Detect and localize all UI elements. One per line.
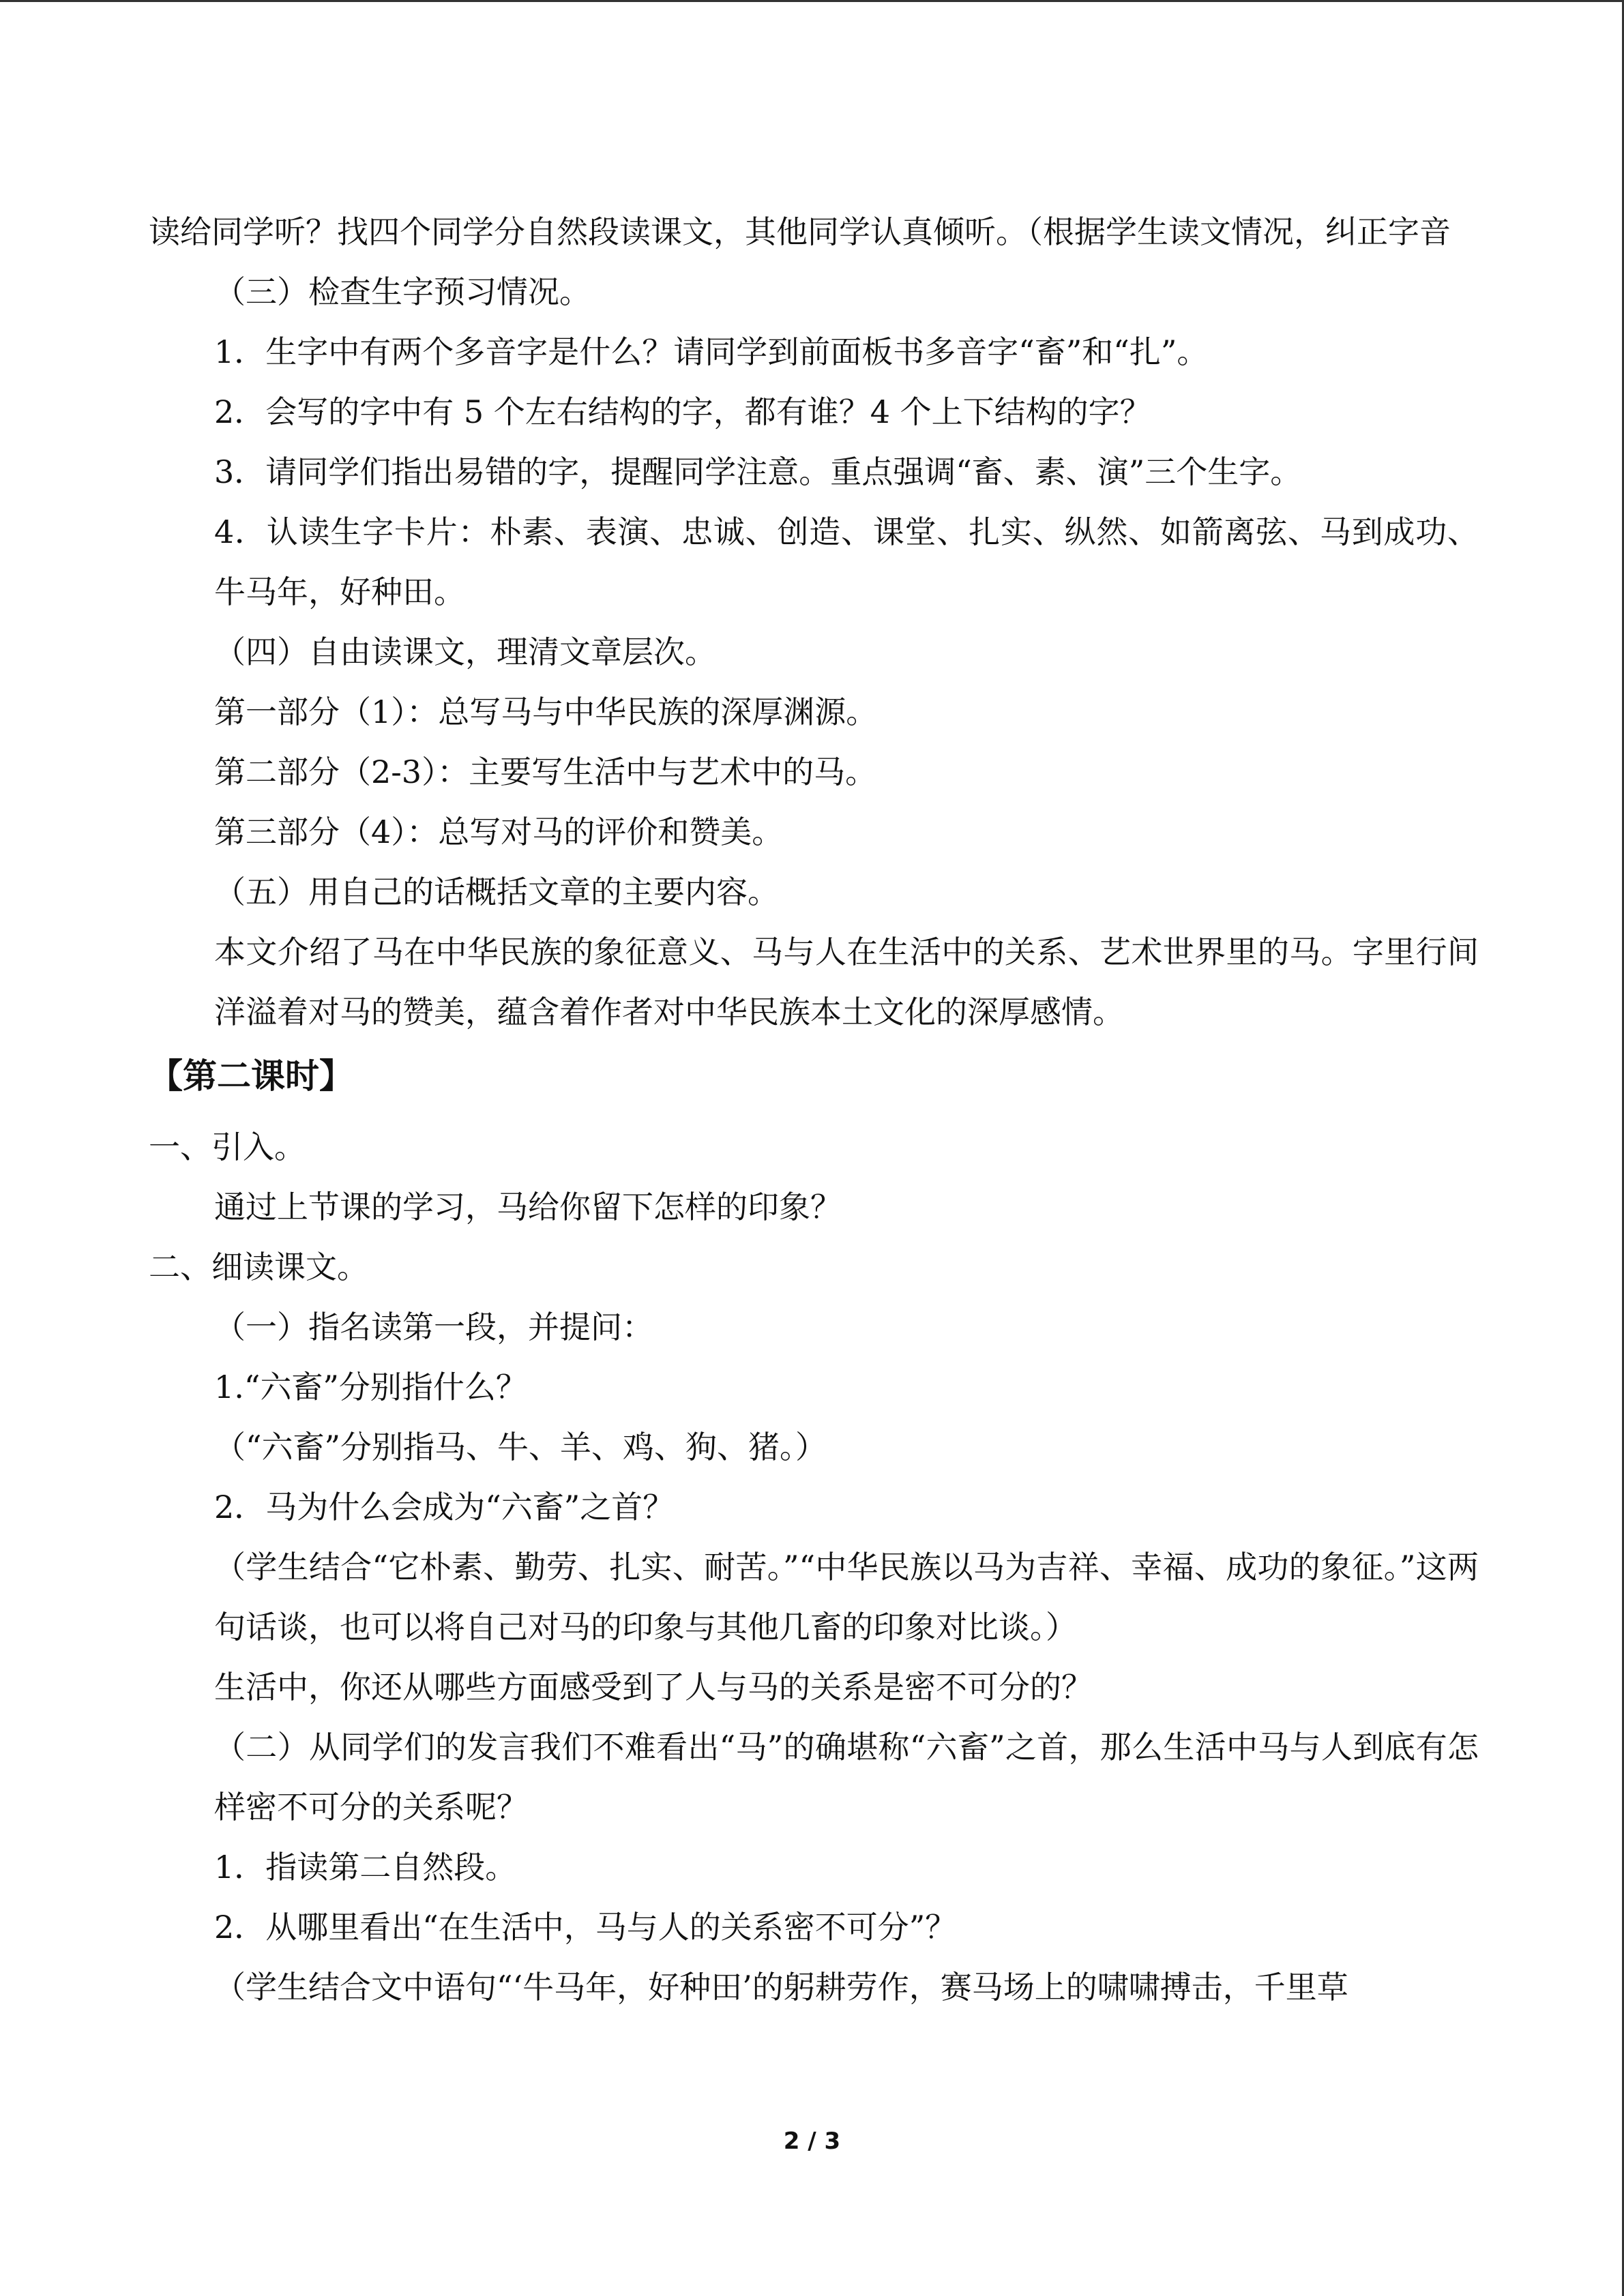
document-body (149, 202, 1479, 2017)
paragraphs-after-heading (149, 1117, 1479, 2017)
paragraph: 第一部分（1）：总写马与中华民族的深厚渊源。 (214, 694, 878, 730)
paragraph: （五）用自己的话概括文章的主要内容。 (214, 874, 779, 910)
paragraph: （一）指名读第一段，并提问： (214, 1309, 653, 1345)
paragraph: （三）检查生字预习情况。 (214, 273, 591, 310)
paragraph: 2．从哪里看出“在生活中，马与人的关系密不可分”？ (214, 1909, 957, 1945)
paragraph: 第二部分（2-3）：主要写生活中与艺术中的马。 (214, 754, 877, 790)
page-number: 2 / 3 (783, 2128, 841, 2155)
paragraph: 1.“六畜”分别指什么？ (214, 1369, 527, 1405)
paragraph: 一、引入。 (149, 1129, 306, 1165)
paragraph: （四）自由读课文，理清文章层次。 (214, 633, 716, 670)
paragraph: 生活中，你还从哪些方面感受到了人与马的关系是密不可分的？ (214, 1669, 1093, 1705)
paragraph: 本文介绍了马在中华民族的象征意义、马与人在生活中的关系、艺术世界里的马。字里行间洋溢着对马的赞美，蕴含着作者对中华民族本土文化的深厚感情。 (214, 934, 1479, 1030)
paragraph: 二、细读课文。 (149, 1249, 368, 1285)
paragraphs-before-heading (149, 202, 1479, 1042)
paragraph: （学生结合文中语句“‘牛马年，好种田’的躬耕劳作，赛马场上的啸啸搏击，千里草 (214, 1969, 1348, 2006)
paragraph: 通过上节课的学习，马给你留下怎样的印象？ (214, 1189, 842, 1225)
section-heading: 【第二课时】 (149, 1056, 353, 1096)
paragraph: （学生结合“它朴素、勤劳、扎实、耐苦。”“中华民族以马为吉祥、幸福、成功的象征。”这两句话谈，也可以将自己对马的印象与其他几畜的印象对比谈。） (214, 1549, 1479, 1645)
paragraph: （“六畜”分别指马、牛、羊、鸡、狗、猪。） (214, 1429, 827, 1465)
paragraph: 3．请同学们指出易错的字，提醒同学注意。重点强调“畜、素、演”三个生字。 (214, 453, 1302, 490)
paragraph: 2．会写的字中有 5 个左右结构的字，都有谁？4 个上下结构的字？ (214, 393, 1151, 430)
paragraph: 第三部分（4）：总写对马的评价和赞美。 (214, 814, 784, 850)
paragraph: 4．认读生字卡片：朴素、表演、忠诚、创造、课堂、扎实、纵然、如箭离弦、马到成功、牛马年，好种田。 (214, 513, 1479, 610)
paragraph: 1．指读第二自然段。 (214, 1849, 517, 1885)
paragraph: 1．生字中有两个多音字是什么？请同学到前面板书多音字“畜”和“扎”。 (214, 333, 1209, 370)
paragraph: 读给同学听？找四个同学分自然段读课文，其他同学认真倾听。（根据学生读文情况，纠正字音 (149, 213, 1451, 250)
paragraph: （二）从同学们的发言我们不难看出“马”的确堪称“六畜”之首，那么生活中马与人到底有怎样密不可分的关系呢？ (214, 1729, 1479, 1825)
paragraph: 2．马为什么会成为“六畜”之首？ (214, 1489, 675, 1525)
